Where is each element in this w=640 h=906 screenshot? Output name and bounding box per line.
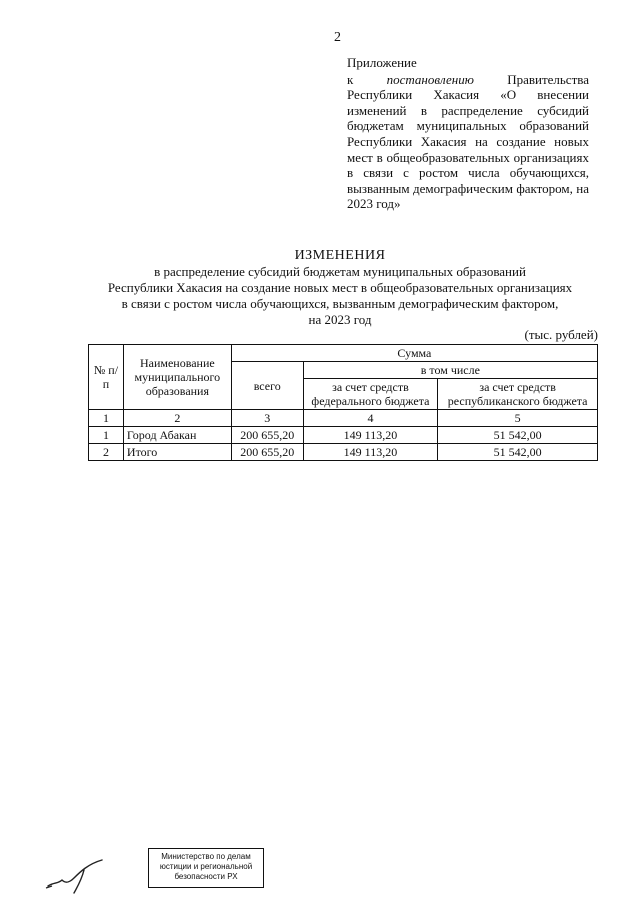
subtitle-line-3: в связи с ростом числа обучающихся, вызванным демографическим фактором,	[121, 296, 559, 311]
subtitle-line-4: на 2023 год	[308, 312, 372, 327]
column-number: 3	[231, 410, 303, 427]
table-unit: (тыс. рублей)	[524, 327, 598, 342]
header-sum: Сумма	[231, 345, 597, 362]
stamp-line-2: юстиции и региональной	[159, 862, 253, 871]
column-number: 5	[438, 410, 598, 427]
subsidy-table	[88, 344, 598, 461]
appendix-prefix: к	[347, 71, 387, 87]
row-num: 2	[89, 444, 124, 461]
row-num: 1	[89, 427, 124, 444]
column-number: 1	[89, 410, 124, 427]
header-including: в том числе	[303, 362, 597, 379]
appendix-block	[347, 55, 589, 212]
appendix-text	[347, 72, 589, 212]
header-num: № п/п	[89, 345, 124, 410]
row-federal: 149 113,20	[303, 427, 438, 444]
appendix-heading: Приложение	[347, 55, 417, 70]
table-row	[89, 444, 598, 461]
row-total: 200 655,20	[231, 444, 303, 461]
document-title-block	[60, 248, 620, 328]
appendix-body: Правительства Республики Хакасия «О внесении изменений в распределение субсидий бюджетам муниципальных образований Республики Хакасия на создание новых мест в общеобразовательных организациях в связи с ростом числа обучающихся, вызванным демографическим фактором, на 2023 год»	[347, 71, 589, 212]
stamp-line-1: Министерство по делам	[161, 852, 251, 861]
subtitle-line-2: Республики Хакасия на создание новых мест в общеобразовательных организациях	[107, 280, 573, 295]
page-number: 2	[334, 30, 341, 45]
header-federal: за счет средств федерального бюджета	[303, 379, 438, 410]
row-republican: 51 542,00	[438, 444, 598, 461]
header-total: всего	[231, 362, 303, 410]
stamp-line-3: безопасности РХ	[174, 872, 238, 881]
signature-icon	[44, 856, 114, 896]
registration-stamp	[148, 848, 264, 888]
row-name: Город Абакан	[123, 427, 231, 444]
column-number: 2	[123, 410, 231, 427]
row-republican: 51 542,00	[438, 427, 598, 444]
header-republican: за счет средств республиканского бюджета	[438, 379, 598, 410]
header-name: Наименование муниципального образования	[123, 345, 231, 410]
row-total: 200 655,20	[231, 427, 303, 444]
row-name: Итого	[123, 444, 231, 461]
column-number-row	[89, 410, 598, 427]
document-title: ИЗМЕНЕНИЯ	[294, 248, 386, 263]
header-row-1	[89, 345, 598, 362]
appendix-italic-word: постановлению	[386, 71, 474, 87]
subtitle-line-1: в распределение субсидий бюджетам муниципальных образований	[154, 264, 526, 279]
column-number: 4	[303, 410, 438, 427]
table-row	[89, 427, 598, 444]
row-federal: 149 113,20	[303, 444, 438, 461]
